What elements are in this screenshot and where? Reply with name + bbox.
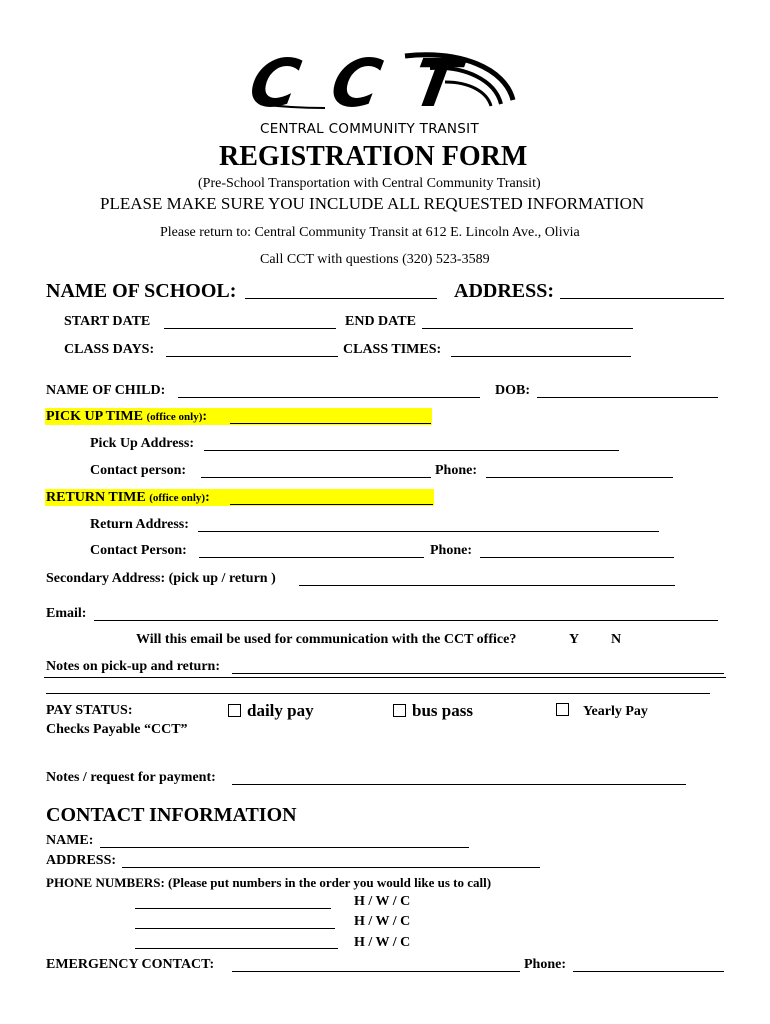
email-question: Will this email be used for communication with the CCT office? xyxy=(136,632,517,647)
school-name-label: NAME OF SCHOOL: xyxy=(46,280,237,302)
class-times-label: CLASS TIMES: xyxy=(343,342,442,357)
hwc-label: H / W / C xyxy=(354,914,411,929)
emergency-contact-label: EMERGENCY CONTACT: xyxy=(46,957,215,972)
return-address-label: Return Address: xyxy=(90,517,189,532)
start-date-field[interactable] xyxy=(164,328,336,329)
dob-field[interactable] xyxy=(537,397,718,398)
contact-name-field[interactable] xyxy=(100,847,469,848)
class-times-field[interactable] xyxy=(451,356,631,357)
pickup-office-only: (office only) xyxy=(146,411,203,423)
pickup-time-label xyxy=(46,409,207,425)
pickup-address-field[interactable] xyxy=(204,450,619,451)
dob-label: DOB: xyxy=(495,383,530,398)
form-title: REGISTRATION FORM xyxy=(219,141,528,172)
phone-number-field[interactable] xyxy=(135,908,331,909)
return-address-field[interactable] xyxy=(198,531,659,532)
bus-pass-label: bus pass xyxy=(412,701,473,720)
phone-numbers-label: PHONE NUMBERS: (Please put numbers in the order you would like us to call) xyxy=(46,875,492,890)
pay-status-label: PAY STATUS: xyxy=(46,703,133,718)
return-time-label xyxy=(46,490,210,506)
return-colon: : xyxy=(205,490,210,505)
email-field[interactable] xyxy=(94,620,718,621)
pickup-colon: : xyxy=(202,409,208,424)
pickup-phone-label: Phone: xyxy=(435,463,477,478)
notes-field[interactable] xyxy=(232,673,724,674)
email-label: Email: xyxy=(46,606,87,621)
return-address-text: Please return to: Central Community Transit at 612 E. Lincoln Ave., Olivia xyxy=(160,225,580,240)
notes-label: Notes on pick-up and return: xyxy=(46,659,220,674)
contact-address-field[interactable] xyxy=(122,867,540,868)
requested-info-notice: PLEASE MAKE SURE YOU INCLUDE ALL REQUESTED INFORMATION xyxy=(100,194,645,213)
class-days-field[interactable] xyxy=(166,356,338,357)
phone-number-field[interactable] xyxy=(135,928,335,929)
return-office-only: (office only) xyxy=(149,492,206,504)
emergency-phone-label: Phone: xyxy=(524,957,566,972)
emergency-phone-field[interactable] xyxy=(573,971,724,972)
child-name-field[interactable] xyxy=(178,397,480,398)
return-time-field[interactable] xyxy=(230,504,433,505)
phone-number-field[interactable] xyxy=(135,948,338,949)
end-date-field[interactable] xyxy=(422,328,633,329)
logo-letters: CCT xyxy=(243,44,463,122)
return-contact-label: Contact Person: xyxy=(90,543,187,558)
end-date-label: END DATE xyxy=(345,314,416,329)
email-no-option[interactable]: N xyxy=(611,632,622,647)
hwc-label: H / W / C xyxy=(354,894,411,909)
payment-notes-field[interactable] xyxy=(232,784,686,785)
pickup-time-text: PICK UP TIME xyxy=(46,409,143,424)
pay-option-daily[interactable] xyxy=(228,701,314,721)
return-time-text: RETURN TIME xyxy=(46,490,146,505)
email-yes-option[interactable]: Y xyxy=(569,632,580,647)
yearly-pay-checkbox[interactable] xyxy=(556,703,569,716)
pay-option-bus[interactable] xyxy=(393,701,473,721)
daily-pay-checkbox[interactable] xyxy=(228,704,241,717)
class-days-label: CLASS DAYS: xyxy=(64,342,155,357)
notes-divider xyxy=(44,677,726,678)
school-name-field[interactable] xyxy=(245,298,437,299)
child-name-label: NAME OF CHILD: xyxy=(46,383,166,398)
pay-option-yearly[interactable] xyxy=(556,703,648,720)
pickup-contact-field[interactable] xyxy=(201,477,431,478)
bus-pass-checkbox[interactable] xyxy=(393,704,406,717)
pickup-contact-label: Contact person: xyxy=(90,463,187,478)
yearly-pay-label: Yearly Pay xyxy=(583,704,648,719)
pickup-phone-field[interactable] xyxy=(486,477,673,478)
school-address-label: ADDRESS: xyxy=(454,280,555,302)
hwc-label: H / W / C xyxy=(354,935,411,950)
notes-field-line-2[interactable] xyxy=(46,693,710,694)
daily-pay-label: daily pay xyxy=(247,701,314,720)
call-text: Call CCT with questions (320) 523-3589 xyxy=(260,252,490,267)
start-date-label: START DATE xyxy=(64,314,151,329)
form-subtitle: (Pre-School Transportation with Central Community Transit) xyxy=(198,176,541,191)
secondary-address-field[interactable] xyxy=(299,585,675,586)
pickup-address-label: Pick Up Address: xyxy=(90,436,194,451)
return-phone-label: Phone: xyxy=(430,543,472,558)
contact-heading: CONTACT INFORMATION xyxy=(46,804,297,826)
contact-name-label: NAME: xyxy=(46,833,94,848)
emergency-contact-field[interactable] xyxy=(232,971,520,972)
payment-notes-label: Notes / request for payment: xyxy=(46,770,216,785)
secondary-address-label: Secondary Address: (pick up / return ) xyxy=(46,571,276,586)
logo-subtitle: CENTRAL COMMUNITY TRANSIT xyxy=(260,121,479,137)
return-contact-field[interactable] xyxy=(199,557,424,558)
return-phone-field[interactable] xyxy=(480,557,674,558)
school-address-field[interactable] xyxy=(560,298,724,299)
pickup-time-field[interactable] xyxy=(230,423,431,424)
checks-payable-text: Checks Payable “CCT” xyxy=(46,722,188,737)
contact-address-label: ADDRESS: xyxy=(46,853,117,868)
